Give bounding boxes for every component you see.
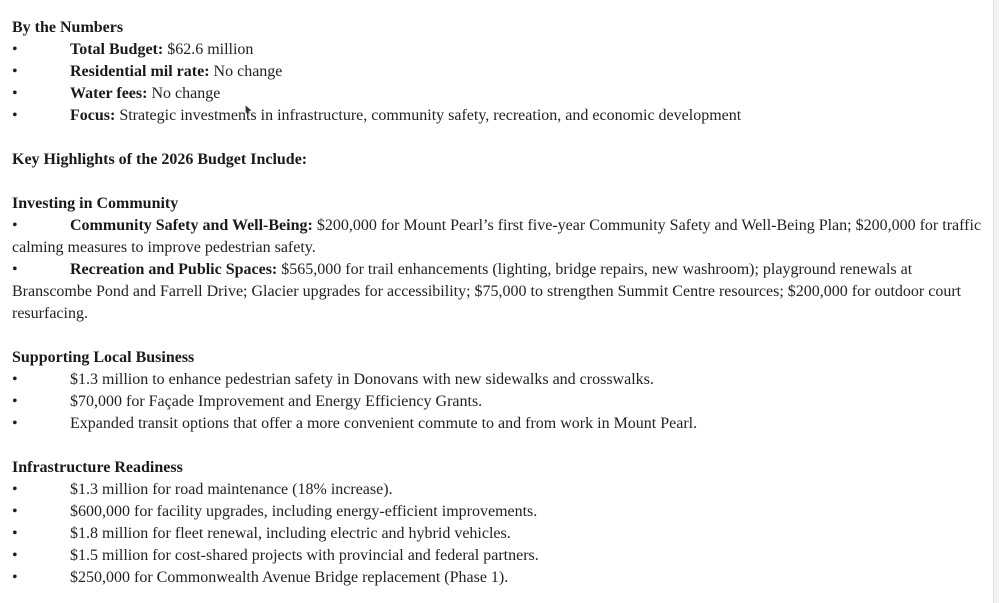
item-text: $565,000 for trail enhancements (lighting, bridge repairs, new washroom); playground renewals at Branscombe Pond and Farrell Drive; Glacier upgrades for accessibility; $75,000 to strengthen Summit Centre resources; $200,000 for outdoor court resurfacing. (12, 261, 962, 322)
bullet-icon: • (12, 371, 18, 388)
item-value: No change (213, 63, 283, 80)
document-body (12, 17, 987, 589)
item-text: $250,000 for Commonwealth Avenue Bridge replacement (Phase 1). (70, 569, 509, 586)
list-item (12, 259, 987, 325)
vertical-scrollbar[interactable] (993, 0, 999, 603)
list-item (12, 83, 987, 105)
item-label: Community Safety and Well-Being: (70, 217, 313, 234)
bullet-icon: • (12, 547, 18, 564)
item-label: Water fees: (70, 85, 148, 102)
section-heading-business: Supporting Local Business (12, 349, 195, 366)
list-item (12, 105, 987, 127)
bullet-icon: • (12, 107, 18, 124)
bullet-icon: • (12, 415, 18, 432)
list-item (12, 61, 987, 83)
bullet-icon: • (12, 261, 18, 278)
item-label: Total Budget: (70, 41, 164, 58)
section-heading-infrastructure: Infrastructure Readiness (12, 459, 183, 476)
list-item (12, 215, 987, 259)
bullet-icon: • (12, 41, 18, 58)
list-item (12, 545, 987, 567)
bullet-icon: • (12, 503, 18, 520)
list-item (12, 413, 987, 435)
spacer (12, 325, 987, 347)
item-label: Recreation and Public Spaces: (70, 261, 278, 278)
item-value: $62.6 million (167, 41, 254, 58)
item-value: No change (151, 85, 221, 102)
bullet-icon: • (12, 393, 18, 410)
item-text: Expanded transit options that offer a more convenient commute to and from work in Mount Pearl. (70, 415, 698, 432)
bullet-icon: • (12, 217, 18, 234)
list-item (12, 523, 987, 545)
list-item (12, 501, 987, 523)
section-heading-by-the-numbers: By the Numbers (12, 19, 124, 36)
bullet-icon: • (12, 85, 18, 102)
list-item (12, 391, 987, 413)
section-heading-investing: Investing in Community (12, 195, 179, 212)
list-item (12, 567, 987, 589)
item-text: $1.5 million for cost-shared projects with provincial and federal partners. (70, 547, 539, 564)
item-text: $200,000 for Mount Pearl’s first five-year Community Safety and Well-Being Plan; $200,000 for traffic calming measures to improve pedestrian safety. (12, 217, 982, 256)
bullet-icon: • (12, 63, 18, 80)
item-text: $1.3 million to enhance pedestrian safety in Donovans with new sidewalks and crosswalks. (70, 371, 654, 388)
item-text: $600,000 for facility upgrades, including energy-efficient improvements. (70, 503, 538, 520)
spacer (12, 127, 987, 149)
spacer (12, 435, 987, 457)
list-item (12, 39, 987, 61)
item-label: Residential mil rate: (70, 63, 210, 80)
spacer (12, 171, 987, 193)
item-value: Strategic investments in infrastructure, community safety, recreation, and economic development (119, 107, 742, 124)
highlights-heading: Key Highlights of the 2026 Budget Include: (12, 151, 308, 168)
list-item (12, 369, 987, 391)
bullet-icon: • (12, 481, 18, 498)
bullet-icon: • (12, 525, 18, 542)
item-text: $1.8 million for fleet renewal, including electric and hybrid vehicles. (70, 525, 511, 542)
list-item (12, 479, 987, 501)
item-text: $1.3 million for road maintenance (18% increase). (70, 481, 393, 498)
item-text: $70,000 for Façade Improvement and Energy Efficiency Grants. (70, 393, 483, 410)
bullet-icon: • (12, 569, 18, 586)
item-label: Focus: (70, 107, 116, 124)
